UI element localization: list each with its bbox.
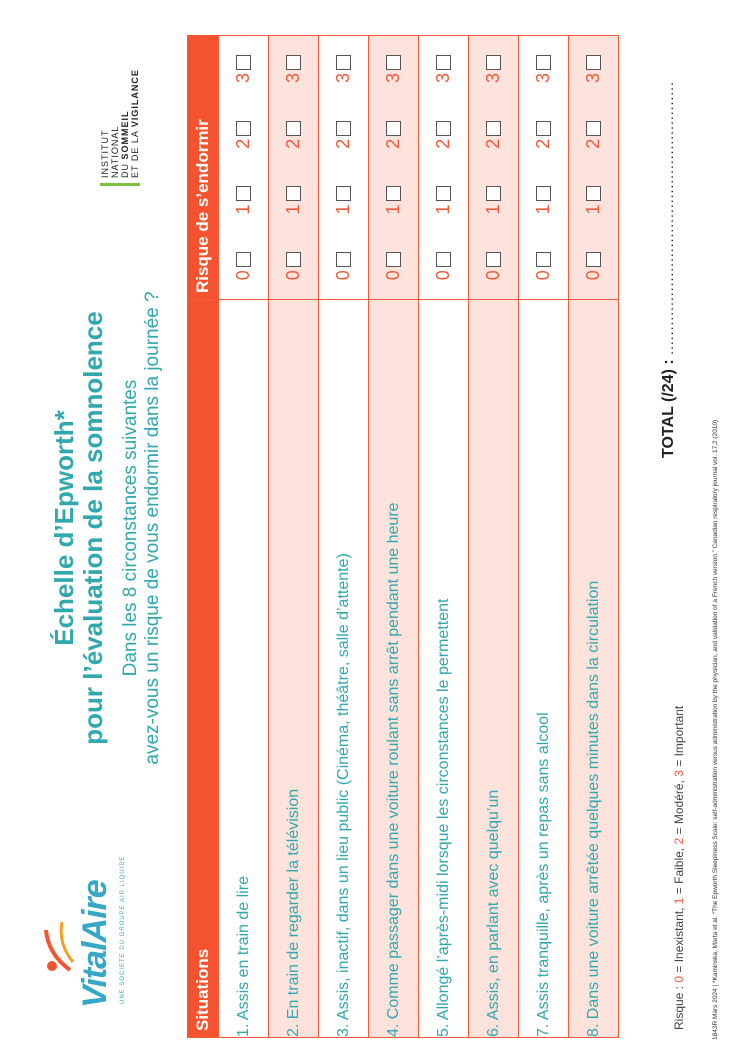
risk-option-number: 0: [383, 270, 403, 281]
risk-option-2[interactable]: [433, 121, 454, 149]
risk-option-number: 3: [383, 72, 403, 83]
situation-label: 7. Assis tranquille, après un repas sans alcool: [519, 300, 569, 1038]
risk-option-2[interactable]: [583, 121, 604, 149]
situation-label: 1. Assis en train de lire: [219, 300, 269, 1038]
epworth-table: [187, 35, 619, 1038]
risk-option-number: 1: [583, 204, 603, 215]
checkbox-icon[interactable]: [486, 55, 501, 70]
table-row: [469, 36, 519, 1038]
risk-option-number: 0: [433, 270, 453, 281]
footer-citation: 1843R Mars 2024 | *Kaminska, Marta et al. “The Epworth Sleepiness Scale: self-administration versus administration by the physician, and validation of a French version.” Canadian respiratory journal vol. 17,2 (2010): [712, 419, 719, 1040]
risk-option-number: 3: [533, 72, 553, 83]
checkbox-icon[interactable]: [536, 252, 551, 267]
risk-options: [219, 36, 269, 300]
checkbox-icon[interactable]: [536, 121, 551, 136]
risk-option-3[interactable]: [333, 55, 354, 83]
risk-options: [469, 36, 519, 300]
risk-option-1[interactable]: [233, 186, 254, 214]
situation-label: 6. Assis, en parlant avec quelqu’un: [469, 300, 519, 1038]
title-line-2: pour l’évaluation de la somnolence: [78, 311, 108, 745]
checkbox-icon[interactable]: [486, 121, 501, 136]
checkbox-icon[interactable]: [436, 121, 451, 136]
risk-option-2[interactable]: [383, 121, 404, 149]
risk-option-number: 2: [583, 138, 603, 149]
table-row: [519, 36, 569, 1038]
risk-option-number: 3: [433, 72, 453, 83]
checkbox-icon[interactable]: [286, 252, 301, 267]
subtitle-line-2: avez-vous un risque de vous endormir dans la journée ?: [142, 291, 163, 765]
subtitle-line-1: Dans les 8 circonstances suivantes: [120, 379, 141, 677]
checkbox-icon[interactable]: [436, 55, 451, 70]
logo-name: VitalAire: [76, 880, 114, 1008]
risk-option-number: 3: [283, 72, 303, 83]
risk-option-number: 0: [583, 270, 603, 281]
risk-option-0[interactable]: [583, 252, 604, 280]
title-line-1: Échelle d’Epworth*: [49, 410, 79, 646]
checkbox-icon[interactable]: [586, 186, 601, 201]
checkbox-icon[interactable]: [386, 186, 401, 201]
risk-options: [519, 36, 569, 300]
logo-tagline: UNE SOCIETE DU GROUPE AIR LIQUIDE: [120, 855, 126, 1004]
checkbox-icon[interactable]: [586, 252, 601, 267]
table-row: [269, 36, 319, 1038]
table-row: [369, 36, 419, 1038]
risk-option-number: 2: [383, 138, 403, 149]
checkbox-icon[interactable]: [536, 186, 551, 201]
table-row: [419, 36, 469, 1038]
risk-option-0[interactable]: [233, 252, 254, 280]
checkbox-icon[interactable]: [286, 121, 301, 136]
risk-option-number: 0: [233, 270, 253, 281]
risk-option-2[interactable]: [533, 121, 554, 149]
table-header: [188, 36, 219, 1038]
checkbox-icon[interactable]: [586, 55, 601, 70]
total-line: [660, 28, 678, 458]
header-situations: Situations: [188, 300, 219, 1038]
risk-options: [269, 36, 319, 300]
risk-option-1[interactable]: [383, 186, 404, 214]
page-subtitle: [120, 228, 164, 828]
checkbox-icon[interactable]: [286, 186, 301, 201]
risk-option-3[interactable]: [583, 55, 604, 83]
risk-option-number: 0: [483, 270, 503, 281]
header-risk: Risque de s’endormir: [188, 36, 219, 300]
risk-option-number: 3: [333, 72, 353, 83]
risk-options: [369, 36, 419, 300]
risk-option-number: 1: [383, 204, 403, 215]
risk-option-3[interactable]: [483, 55, 504, 83]
risk-option-number: 1: [283, 204, 303, 215]
checkbox-icon[interactable]: [386, 252, 401, 267]
risk-option-0[interactable]: [533, 252, 554, 280]
logo-figure-icon: [40, 914, 76, 974]
checkbox-icon[interactable]: [286, 55, 301, 70]
risk-option-1[interactable]: [533, 186, 554, 214]
checkbox-icon[interactable]: [536, 55, 551, 70]
checkbox-icon[interactable]: [436, 252, 451, 267]
risk-option-number: 2: [433, 138, 453, 149]
risk-option-3[interactable]: [533, 55, 554, 83]
risk-option-number: 3: [483, 72, 503, 83]
risk-option-number: 0: [283, 270, 303, 281]
risk-option-number: 0: [333, 270, 353, 281]
risk-option-number: 3: [583, 72, 603, 83]
situation-label: 2. En train de regarder la télévision: [269, 300, 319, 1038]
table-row: [569, 36, 619, 1038]
risk-option-number: 1: [233, 204, 253, 215]
risk-option-2[interactable]: [483, 121, 504, 149]
checkbox-icon[interactable]: [336, 252, 351, 267]
institute-line-2: NATIONAL: [110, 125, 120, 178]
checkbox-icon[interactable]: [336, 186, 351, 201]
risk-option-number: 2: [483, 138, 503, 149]
checkbox-icon[interactable]: [336, 121, 351, 136]
checkbox-icon[interactable]: [486, 252, 501, 267]
checkbox-icon[interactable]: [386, 121, 401, 136]
risk-option-1[interactable]: [333, 186, 354, 214]
checkbox-icon[interactable]: [236, 55, 251, 70]
risk-option-3[interactable]: [283, 55, 304, 83]
risk-options: [419, 36, 469, 300]
risk-option-number: 2: [283, 138, 303, 149]
risk-options: [319, 36, 369, 300]
total-field[interactable]: ........................................................: [660, 81, 676, 355]
risk-option-0[interactable]: [283, 252, 304, 280]
checkbox-icon[interactable]: [436, 186, 451, 201]
checkbox-icon[interactable]: [236, 121, 251, 136]
checkbox-icon[interactable]: [236, 252, 251, 267]
situation-label: 8. Dans une voiture arrêtée quelques minutes dans la circulation: [569, 300, 619, 1038]
risk-option-3[interactable]: [433, 55, 454, 83]
risk-option-number: 1: [483, 204, 503, 215]
page-title: [50, 228, 108, 828]
risk-option-1[interactable]: [483, 186, 504, 214]
checkbox-icon[interactable]: [586, 121, 601, 136]
risk-option-number: 0: [533, 270, 553, 281]
risk-option-2[interactable]: [233, 121, 254, 149]
situation-label: 4. Comme passager dans une voiture roulant sans arrêt pendant une heure: [369, 300, 419, 1038]
vitalaire-logo: [40, 848, 140, 1018]
risk-option-1[interactable]: [433, 186, 454, 214]
risk-legend: Risque : 0 = Inexistant, 1 = Faible, 2 = Modéré, 3 = Important: [672, 705, 686, 1030]
table-row: [219, 36, 269, 1038]
risk-option-0[interactable]: [333, 252, 354, 280]
total-label: TOTAL (/24) :: [660, 359, 677, 458]
risk-option-2[interactable]: [333, 121, 354, 149]
checkbox-icon[interactable]: [386, 55, 401, 70]
risk-option-0[interactable]: [483, 252, 504, 280]
risk-option-number: 1: [333, 204, 353, 215]
risk-option-1[interactable]: [283, 186, 304, 214]
risk-option-number: 2: [333, 138, 353, 149]
risk-option-number: 2: [233, 138, 253, 149]
risk-option-number: 2: [533, 138, 553, 149]
risk-option-2[interactable]: [283, 121, 304, 149]
risk-option-0[interactable]: [433, 252, 454, 280]
risk-option-3[interactable]: [233, 55, 254, 83]
checkbox-icon[interactable]: [486, 186, 501, 201]
table-row: [319, 36, 369, 1038]
risk-option-1[interactable]: [583, 186, 604, 214]
risk-option-number: 1: [533, 204, 553, 215]
situation-label: 3. Assis, inactif, dans un lieu public (Cinéma, théâtre, salle d’attente): [319, 300, 369, 1038]
risk-option-0[interactable]: [383, 252, 404, 280]
institute-line-4: ET DE LA VIGILANCE: [130, 69, 140, 178]
risk-options: [569, 36, 619, 300]
risk-option-3[interactable]: [383, 55, 404, 83]
institute-logo: [100, 38, 140, 178]
institute-bar-icon: [100, 183, 140, 186]
institute-line-1: INSTITUT: [100, 129, 110, 178]
table-body: [219, 36, 619, 1038]
institute-line-3: DU SOMMEIL: [120, 110, 130, 178]
checkbox-icon[interactable]: [336, 55, 351, 70]
checkbox-icon[interactable]: [236, 186, 251, 201]
situation-label: 5. Allongé l’après-midi lorsque les circonstances le permettent: [419, 300, 469, 1038]
risk-option-number: 3: [233, 72, 253, 83]
risk-option-number: 1: [433, 204, 453, 215]
